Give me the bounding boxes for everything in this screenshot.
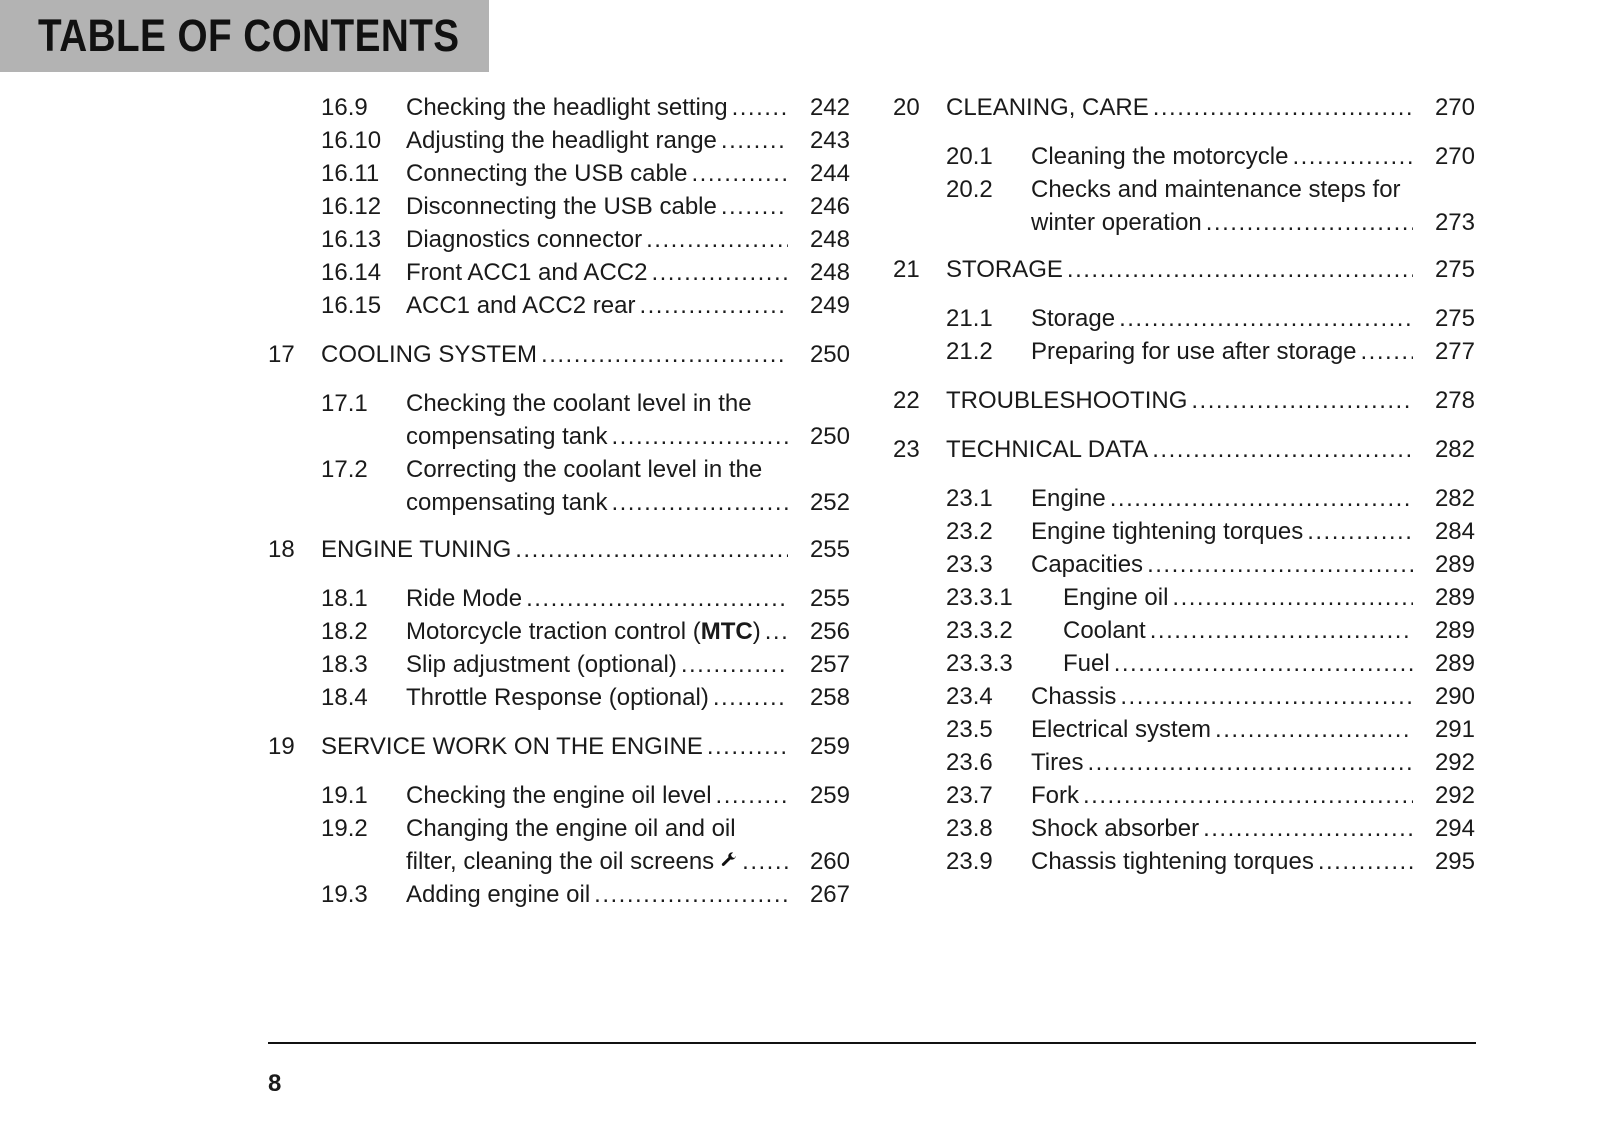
toc-entry-page: 257 bbox=[809, 651, 850, 678]
toc-entry-title bbox=[1031, 680, 1116, 713]
toc-entry-title-text: STORAGE bbox=[946, 256, 1063, 283]
toc-entry-title-text: Ride Mode bbox=[406, 585, 523, 612]
toc-entry-number: 23.7 bbox=[946, 782, 993, 809]
wrench-icon bbox=[720, 847, 738, 880]
toc-entry-number: 19.3 bbox=[321, 881, 368, 908]
toc-entry-number: 16.15 bbox=[321, 292, 382, 319]
toc-leader-dots bbox=[1067, 253, 1413, 286]
toc-entry-number: 16.9 bbox=[321, 94, 368, 121]
toc-entry[interactable] bbox=[268, 615, 850, 648]
toc-entry-title bbox=[406, 256, 647, 289]
toc-entry-title-text: Chassis bbox=[1031, 683, 1117, 710]
toc-entry-number: 16.14 bbox=[321, 259, 382, 286]
toc-leader-dots bbox=[732, 91, 788, 124]
toc-entry-page: 255 bbox=[809, 585, 850, 612]
toc-entry-number: 23.6 bbox=[946, 749, 993, 776]
toc-entry-number: 20 bbox=[893, 94, 920, 121]
toc-chapter[interactable] bbox=[268, 533, 850, 566]
toc-entry-page: 292 bbox=[1434, 782, 1475, 809]
toc-entry-page: 282 bbox=[1434, 436, 1475, 463]
toc-entry-title-text: Chassis tightening torques bbox=[1031, 848, 1314, 875]
toc-entry-title bbox=[1063, 614, 1146, 647]
toc-entry-number: 22 bbox=[893, 387, 920, 414]
toc-chapter[interactable] bbox=[268, 730, 850, 763]
toc-entry-page: 267 bbox=[809, 881, 850, 908]
toc-entry-title-abbr: MTC bbox=[700, 618, 753, 645]
toc-entry-page: 259 bbox=[809, 782, 850, 809]
toc-entry-title bbox=[406, 190, 717, 223]
toc-entry-title bbox=[1031, 845, 1314, 878]
toc-entry-page: 260 bbox=[809, 848, 850, 875]
toc-entry-title bbox=[406, 91, 728, 124]
toc-entry-number: 17.1 bbox=[321, 390, 368, 417]
toc-entry[interactable] bbox=[268, 878, 850, 911]
toc-entry-page: 258 bbox=[809, 684, 850, 711]
toc-leader-dots bbox=[681, 648, 788, 681]
toc-entry-title bbox=[946, 384, 1187, 417]
toc-leader-dots bbox=[721, 190, 788, 223]
toc-entry-number: 17.2 bbox=[321, 456, 368, 483]
toc-entry-number: 23.5 bbox=[946, 716, 993, 743]
toc-leader-dots bbox=[526, 582, 788, 615]
toc-leader-dots bbox=[1292, 140, 1413, 173]
toc-entry-title bbox=[1031, 206, 1202, 239]
toc-entry-title bbox=[1031, 548, 1143, 581]
toc-leader-dots bbox=[611, 420, 788, 453]
toc-entry-title-text: Capacities bbox=[1031, 551, 1144, 578]
toc-entry-title-text: Adding engine oil bbox=[406, 881, 591, 908]
toc-entry-title bbox=[1031, 713, 1211, 746]
toc-entry[interactable] bbox=[268, 582, 850, 615]
toc-entry-title-text: Preparing for use after storage bbox=[1031, 338, 1357, 365]
toc-leader-dots bbox=[1203, 812, 1413, 845]
toc-entry-title bbox=[1031, 779, 1079, 812]
toc-entry-title-text: Diagnostics connector bbox=[406, 226, 643, 253]
toc-entry-title bbox=[406, 223, 642, 256]
toc-entry-title bbox=[1031, 812, 1199, 845]
toc-leader-dots bbox=[1120, 680, 1413, 713]
toc-entry-page: 294 bbox=[1434, 815, 1475, 842]
toc-entry-number: 18.4 bbox=[321, 684, 368, 711]
toc-entry-title bbox=[406, 124, 717, 157]
toc-entry-title-text: compensating tank bbox=[406, 489, 608, 516]
toc-leader-dots bbox=[1361, 335, 1413, 368]
toc-leader-dots bbox=[716, 779, 788, 812]
toc-entry-title-text: TROUBLESHOOTING bbox=[946, 387, 1188, 414]
toc-leader-dots bbox=[1153, 91, 1413, 124]
toc-entry[interactable] bbox=[268, 648, 850, 681]
toc-chapter[interactable] bbox=[893, 91, 1475, 124]
toc-entry-title-text: ENGINE TUNING bbox=[321, 536, 512, 563]
toc-entry[interactable] bbox=[893, 482, 1475, 515]
toc-entry-title-text: ACC1 and ACC2 rear bbox=[406, 292, 636, 319]
toc-leader-dots bbox=[1087, 746, 1413, 779]
toc-entry-page: 270 bbox=[1434, 94, 1475, 121]
toc-leader-dots bbox=[1318, 845, 1413, 878]
toc-entry-title bbox=[406, 420, 607, 453]
toc-entry-title-text: Shock absorber bbox=[1031, 815, 1200, 842]
toc-entry-number: 16.11 bbox=[321, 160, 380, 187]
toc-entry[interactable] bbox=[893, 581, 1475, 614]
toc-entry-title bbox=[1031, 482, 1106, 515]
toc-entry-title-text: Fork bbox=[1031, 782, 1079, 809]
toc-entry[interactable] bbox=[893, 548, 1475, 581]
toc-entry-title-text: CLEANING, CARE bbox=[946, 94, 1149, 121]
toc-entry-title bbox=[406, 878, 590, 911]
toc-entry-number: 23.3.3 bbox=[946, 650, 1013, 677]
toc-leader-dots bbox=[1307, 515, 1413, 548]
toc-entry-number: 23 bbox=[893, 436, 920, 463]
toc-entry-title-text: Tires bbox=[1031, 749, 1084, 776]
toc-entry-title bbox=[1031, 746, 1083, 779]
toc-entry[interactable] bbox=[268, 190, 850, 223]
toc-leader-dots bbox=[742, 845, 788, 878]
toc-entry-number: 17 bbox=[268, 341, 295, 368]
toc-leader-dots bbox=[651, 256, 788, 289]
toc-entry-title bbox=[321, 533, 511, 566]
toc-entry-page: 291 bbox=[1434, 716, 1475, 743]
toc-entry[interactable] bbox=[268, 91, 850, 124]
toc-entry[interactable] bbox=[268, 256, 850, 289]
toc-entry-title bbox=[1031, 335, 1357, 368]
toc-entry-page: 249 bbox=[809, 292, 850, 319]
toc-entry-number: 16.13 bbox=[321, 226, 382, 253]
toc-leader-dots bbox=[541, 338, 788, 371]
toc-leader-dots bbox=[1152, 433, 1413, 466]
toc-entry-page: 270 bbox=[1434, 143, 1475, 170]
toc-entry-page: 275 bbox=[1434, 256, 1475, 283]
toc-leader-dots bbox=[721, 124, 788, 157]
toc-entry-title-text: Motorcycle traction control ( bbox=[406, 618, 701, 645]
toc-entry[interactable] bbox=[893, 140, 1475, 173]
toc-leader-dots bbox=[646, 223, 788, 256]
toc-chapter[interactable] bbox=[893, 384, 1475, 417]
toc-entry-number: 23.3.2 bbox=[946, 617, 1013, 644]
toc-entry-page: 243 bbox=[809, 127, 850, 154]
toc-leader-dots bbox=[1083, 779, 1413, 812]
toc-chapter[interactable] bbox=[893, 433, 1475, 466]
toc-entry-title bbox=[1063, 647, 1110, 680]
toc-entry[interactable] bbox=[268, 124, 850, 157]
toc-entry[interactable] bbox=[268, 387, 850, 450]
toc-entry-page: 295 bbox=[1434, 848, 1475, 875]
toc-leader-dots bbox=[765, 615, 788, 648]
page-title: TABLE OF CONTENTS bbox=[38, 10, 460, 61]
toc-entry-number: 23.4 bbox=[946, 683, 993, 710]
toc-entry-title bbox=[946, 433, 1148, 466]
toc-entry-title-text: Coolant bbox=[1063, 617, 1146, 644]
toc-entry-title-text: Throttle Response (optional) bbox=[406, 684, 709, 711]
toc-entry-title-text: Fuel bbox=[1063, 650, 1110, 677]
toc-entry-page: 256 bbox=[809, 618, 850, 645]
toc-leader-dots bbox=[1147, 548, 1413, 581]
toc-leader-dots bbox=[1215, 713, 1413, 746]
toc-entry-number: 19.2 bbox=[321, 815, 368, 842]
toc-entry-title-text: TECHNICAL DATA bbox=[946, 436, 1149, 463]
toc-entry-title bbox=[406, 648, 677, 681]
toc-entry-title-text: Connecting the USB cable bbox=[406, 160, 688, 187]
toc-entry-page: 242 bbox=[809, 94, 850, 121]
toc-leader-dots bbox=[1172, 581, 1413, 614]
toc-entry-number: 20.2 bbox=[946, 176, 993, 203]
toc-entry[interactable] bbox=[268, 289, 850, 322]
toc-entry-title-text: Adjusting the headlight range bbox=[406, 127, 717, 154]
toc-entry-number: 23.9 bbox=[946, 848, 993, 875]
toc-entry-number: 18.3 bbox=[321, 651, 368, 678]
toc-entry-page: 250 bbox=[809, 341, 850, 368]
toc-entry-title bbox=[946, 91, 1149, 124]
toc-entry-title bbox=[406, 289, 635, 322]
toc-entry-page: 282 bbox=[1434, 485, 1475, 512]
toc-entry-title-line1: Checking the coolant level in the bbox=[406, 390, 752, 417]
toc-entry-number: 18.1 bbox=[321, 585, 368, 612]
toc-entry-title bbox=[406, 845, 738, 880]
toc-entry-title-text: filter, cleaning the oil screens bbox=[406, 848, 715, 875]
toc-entry[interactable] bbox=[893, 746, 1475, 779]
toc-chapter[interactable] bbox=[893, 253, 1475, 286]
toc-entry-title-line1: Checks and maintenance steps for bbox=[1031, 176, 1401, 203]
toc-entry-page: 273 bbox=[1434, 209, 1475, 236]
toc-entry[interactable] bbox=[268, 157, 850, 190]
toc-leader-dots bbox=[594, 878, 788, 911]
toc-entry-page: 278 bbox=[1434, 387, 1475, 414]
toc-leader-dots bbox=[611, 486, 788, 519]
toc-entry-title bbox=[406, 615, 761, 648]
toc-entry[interactable] bbox=[893, 845, 1475, 878]
toc-entry-title bbox=[1031, 515, 1303, 548]
toc-entry-title-text: Electrical system bbox=[1031, 716, 1212, 743]
toc-entry-page: 244 bbox=[809, 160, 850, 187]
toc-entry-title-suffix: ) bbox=[752, 618, 761, 645]
toc-entry-page: 248 bbox=[809, 226, 850, 253]
toc-entry-page: 275 bbox=[1434, 305, 1475, 332]
toc-entry[interactable] bbox=[268, 681, 850, 714]
toc-entry[interactable] bbox=[893, 515, 1475, 548]
toc-entry[interactable] bbox=[893, 779, 1475, 812]
toc-entry-title-text: Front ACC1 and ACC2 bbox=[406, 259, 648, 286]
toc-entry-page: 289 bbox=[1434, 584, 1475, 611]
toc-entry-title-line1: Changing the engine oil and oil bbox=[406, 815, 736, 842]
toc-entry-number: 23.3 bbox=[946, 551, 993, 578]
toc-entry-title-text: Storage bbox=[1031, 305, 1116, 332]
page-number: 8 bbox=[268, 1070, 282, 1097]
toc-chapter[interactable] bbox=[268, 338, 850, 371]
toc-entry-title bbox=[406, 486, 607, 519]
toc-entry-number: 21.2 bbox=[946, 338, 993, 365]
toc-entry[interactable] bbox=[268, 779, 850, 812]
toc-entry-title-text: Cleaning the motorcycle bbox=[1031, 143, 1289, 170]
toc-entry-number: 21 bbox=[893, 256, 920, 283]
toc-entry-page: 284 bbox=[1434, 518, 1475, 545]
toc-entry-title-text: Engine tightening torques bbox=[1031, 518, 1304, 545]
toc-entry-title-text: Checking the headlight setting bbox=[406, 94, 728, 121]
toc-entry[interactable] bbox=[893, 335, 1475, 368]
toc-entry-title-text: Disconnecting the USB cable bbox=[406, 193, 717, 220]
toc-entry-number: 16.10 bbox=[321, 127, 382, 154]
toc-entry[interactable] bbox=[268, 453, 850, 516]
toc-entry-title bbox=[406, 779, 712, 812]
toc-entry-page: 292 bbox=[1434, 749, 1475, 776]
toc-entry[interactable] bbox=[893, 302, 1475, 335]
footer-rule bbox=[268, 1042, 1476, 1044]
toc-entry-page: 252 bbox=[809, 489, 850, 516]
toc-entry-title-text: compensating tank bbox=[406, 423, 608, 450]
toc-entry-page: 259 bbox=[809, 733, 850, 760]
toc-entry-title bbox=[946, 253, 1063, 286]
toc-entry-number: 18.2 bbox=[321, 618, 368, 645]
toc-entry[interactable] bbox=[268, 223, 850, 256]
toc-leader-dots bbox=[1206, 206, 1413, 239]
toc-entry-page: 277 bbox=[1434, 338, 1475, 365]
toc-leader-dots bbox=[692, 157, 788, 190]
toc-entry[interactable] bbox=[893, 680, 1475, 713]
toc-entry-title bbox=[1031, 302, 1115, 335]
toc-entry-number: 19 bbox=[268, 733, 295, 760]
toc-leader-dots bbox=[1191, 384, 1413, 417]
toc-entry-page: 290 bbox=[1434, 683, 1475, 710]
toc-entry-page: 289 bbox=[1434, 650, 1475, 677]
toc-entry-page: 246 bbox=[809, 193, 850, 220]
toc-entry[interactable] bbox=[893, 713, 1475, 746]
toc-entry-title-line1: Correcting the coolant level in the bbox=[406, 456, 763, 483]
toc-entry[interactable] bbox=[893, 614, 1475, 647]
toc-entry-title bbox=[406, 681, 709, 714]
toc-entry-page: 250 bbox=[809, 423, 850, 450]
toc-leader-dots bbox=[515, 533, 788, 566]
toc-entry-title bbox=[406, 157, 688, 190]
toc-leader-dots bbox=[707, 730, 788, 763]
toc-leader-dots bbox=[1119, 302, 1413, 335]
toc-entry-title bbox=[1031, 140, 1288, 173]
toc-leader-dots bbox=[639, 289, 788, 322]
toc-entry-title bbox=[321, 730, 703, 763]
toc-entry-title bbox=[1063, 581, 1168, 614]
toc-entry-number: 20.1 bbox=[946, 143, 993, 170]
toc-entry-title-text: Checking the engine oil level bbox=[406, 782, 712, 809]
toc-entry-number: 21.1 bbox=[946, 305, 993, 332]
toc-entry[interactable] bbox=[268, 812, 850, 875]
toc-entry-title-text: COOLING SYSTEM bbox=[321, 341, 538, 368]
toc-entry[interactable] bbox=[893, 647, 1475, 680]
toc-entry-title bbox=[406, 582, 522, 615]
toc-entry-number: 19.1 bbox=[321, 782, 368, 809]
toc-entry-number: 16.12 bbox=[321, 193, 382, 220]
toc-entry-page: 289 bbox=[1434, 617, 1475, 644]
toc-entry-title-text: Engine bbox=[1031, 485, 1106, 512]
toc-leader-dots bbox=[1110, 482, 1413, 515]
toc-leader-dots bbox=[713, 681, 788, 714]
toc-entry-number: 18 bbox=[268, 536, 295, 563]
toc-entry-title-text: winter operation bbox=[1031, 209, 1202, 236]
toc-entry-page: 255 bbox=[809, 536, 850, 563]
toc-entry-title-text: SERVICE WORK ON THE ENGINE bbox=[321, 733, 703, 760]
toc-entry-page: 289 bbox=[1434, 551, 1475, 578]
toc-entry[interactable] bbox=[893, 173, 1475, 236]
toc-entry-title-text: Slip adjustment (optional) bbox=[406, 651, 677, 678]
toc-entry-number: 23.2 bbox=[946, 518, 993, 545]
toc-leader-dots bbox=[1114, 647, 1413, 680]
toc-entry-number: 23.3.1 bbox=[946, 584, 1013, 611]
toc-entry-number: 23.1 bbox=[946, 485, 993, 512]
toc-entry-page: 248 bbox=[809, 259, 850, 286]
toc-entry-title-text: Engine oil bbox=[1063, 584, 1169, 611]
toc-entry[interactable] bbox=[893, 812, 1475, 845]
toc-entry-title bbox=[321, 338, 537, 371]
toc-entry-number: 23.8 bbox=[946, 815, 993, 842]
toc-leader-dots bbox=[1150, 614, 1413, 647]
